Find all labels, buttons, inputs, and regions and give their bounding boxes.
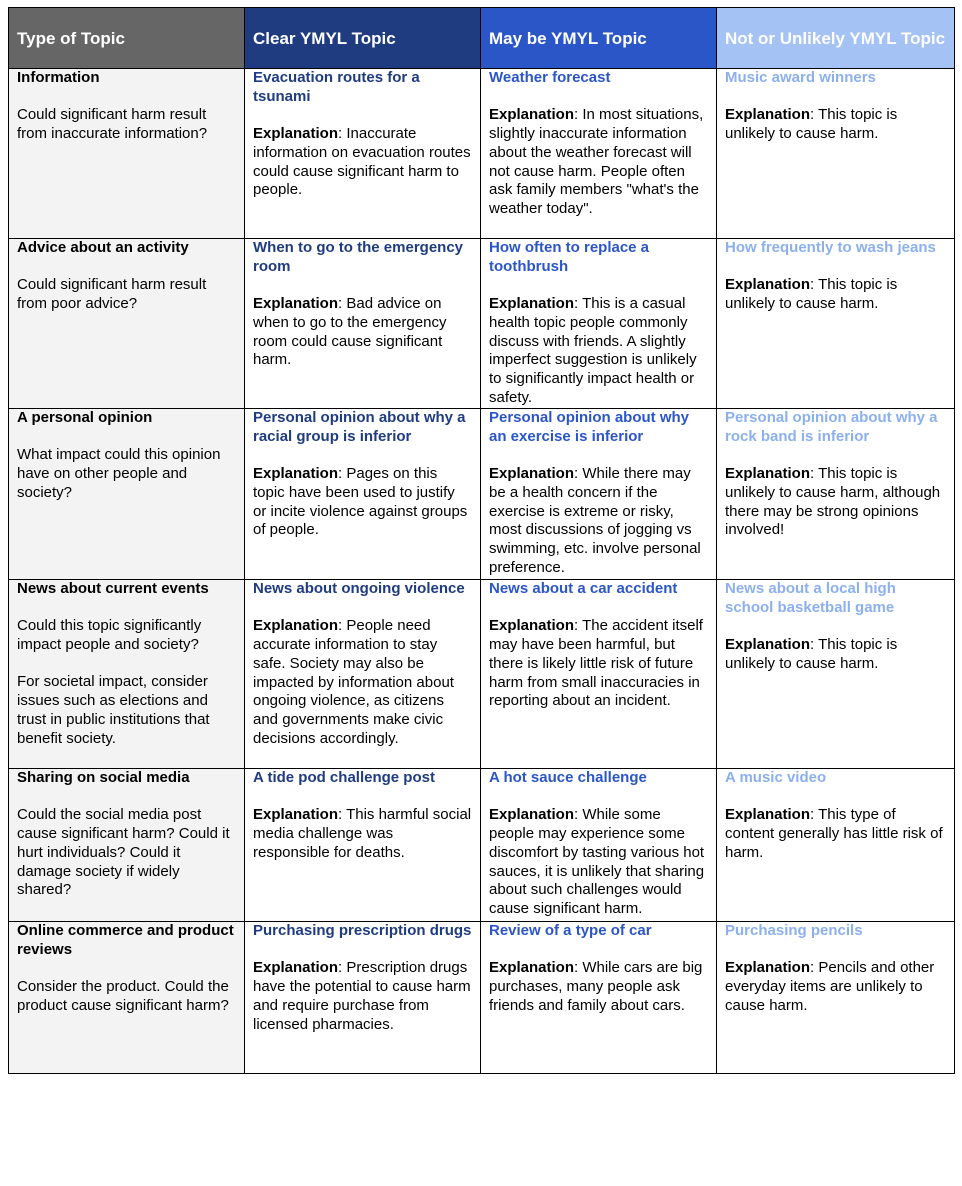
table-row [9,239,955,409]
topic-question: Consider the product. Could the product cause significant harm? [17,978,229,1014]
table-row [9,580,955,769]
example-explanation [725,959,946,1015]
explanation-label: Explanation [489,465,575,483]
topic-title: A personal opinion [17,409,153,426]
example-cell-clear [245,922,481,1074]
example-explanation [489,959,708,1015]
topic-question: Could significant harm result from inaccurate information? [17,106,208,143]
example-explanation [725,636,946,673]
example-cell-unlikely [717,769,955,922]
explanation-text: : This topic is unlikely to cause harm. [725,636,898,672]
example-cell-clear [245,580,481,769]
explanation-label: Explanation [253,959,339,977]
explanation-label: Explanation [725,276,811,294]
example-explanation [253,295,472,370]
explanation-text: : While there may be a health concern if the exercise is extreme or risky, most discussions of jogging vs swimming, etc. involve personal preference. [489,465,701,576]
explanation-text: : This topic is unlikely to cause harm, although there may be strong opinions involved! [725,465,941,539]
explanation-label: Explanation [725,106,811,124]
topic-question: Could significant harm result from poor advice? [17,276,207,313]
topic-title: Online commerce and product reviews [17,922,234,958]
example-explanation [725,465,946,540]
example-cell-maybe [481,922,717,1074]
explanation-label: Explanation [725,465,811,483]
example-title: Music award winners [725,69,876,86]
header-type-of-topic: Type of Topic [9,8,245,69]
table-row [9,922,955,1074]
topic-question: What impact could this opinion have on other people and society? [17,446,221,501]
topic-cell [9,580,245,769]
explanation-text: : In most situations, slightly inaccurate information about the weather forecast will not cause harm. People often ask family members "what's the weather today". [489,106,704,217]
topic-cell [9,409,245,580]
explanation-text: : This type of content generally has little risk of harm. [725,806,943,861]
explanation-label: Explanation [725,959,811,977]
example-title: News about ongoing violence [253,580,465,597]
example-title: Purchasing prescription drugs [253,922,472,939]
example-cell-unlikely [717,409,955,580]
example-explanation [489,617,708,711]
explanation-label: Explanation [253,125,339,143]
explanation-label: Explanation [725,806,811,824]
explanation-label: Explanation [489,617,575,635]
explanation-text: : Pencils and other everyday items are unlikely to cause harm. [725,959,935,1014]
explanation-label: Explanation [253,806,339,824]
explanation-text: : Prescription drugs have the potential to cause harm and require purchase from licensed pharmacies. [253,959,471,1033]
explanation-label: Explanation [489,106,575,124]
example-title: When to go to the emergency room [253,239,464,275]
explanation-text: : This harmful social media challenge was responsible for deaths. [253,806,472,861]
explanation-label: Explanation [253,617,339,635]
explanation-text: : Inaccurate information on evacuation routes could cause significant harm to people. [253,125,471,199]
explanation-label: Explanation [253,295,339,313]
topic-title: Information [17,69,100,86]
example-title: Purchasing pencils [725,922,863,939]
table-row [9,409,955,580]
example-explanation [725,106,946,143]
explanation-text: : This topic is unlikely to cause harm. [725,276,898,313]
example-cell-maybe [481,69,717,239]
example-title: Review of a type of car [489,922,652,939]
explanation-text: : This is a casual health topic people commonly discuss with friends. A slightly imperfect suggestion is unlikely to significantly impact health or safety. [489,295,697,406]
explanation-label: Explanation [253,465,339,483]
example-cell-clear [245,769,481,922]
example-cell-unlikely [717,580,955,769]
example-explanation [489,295,708,407]
topic-question: Could the social media post cause significant harm? Could it hurt individuals? Could it damage society if widely shared? [17,806,230,899]
example-cell-clear [245,409,481,580]
example-explanation [725,276,946,313]
example-title: Personal opinion about why a racial group is inferior [253,409,466,445]
example-cell-maybe [481,769,717,922]
example-cell-unlikely [717,239,955,409]
header-not-ymyl: Not or Unlikely YMYL Topic [717,8,955,69]
explanation-text: : While cars are big purchases, many people ask friends and family about cars. [489,959,703,1014]
example-explanation [253,125,472,200]
explanation-label: Explanation [725,636,811,654]
example-title: A tide pod challenge post [253,769,435,786]
header-clear-ymyl: Clear YMYL Topic [245,8,481,69]
table-row [9,69,955,239]
example-title: News about a local high school basketball game [725,580,896,616]
example-title: How frequently to wash jeans [725,239,936,256]
header-may-be-ymyl: May be YMYL Topic [481,8,717,69]
explanation-label: Explanation [489,959,575,977]
example-explanation [253,806,472,862]
ymyl-topic-table [8,7,955,1074]
example-cell-unlikely [717,69,955,239]
topic-note: For societal impact, consider issues such as elections and trust in public institutions that benefit society. [17,673,210,747]
explanation-text: : While some people may experience some discomfort by tasting various hot sauces, it is unlikely that sharing about such challenges would cause significant harm. [489,806,705,917]
example-explanation [489,806,708,918]
explanation-text: : The accident itself may have been harmful, but there is likely little risk of future harm from small inaccuracies in reporting about an incident. [489,617,703,710]
example-title: How often to replace a toothbrush [489,239,650,275]
topic-cell [9,922,245,1074]
explanation-text: : People need accurate information to stay safe. Society may also be impacted by information about ongoing violence, as citizens and governments make civic decisions accordingly. [253,617,454,747]
topic-cell [9,239,245,409]
topic-cell [9,69,245,239]
example-title: Personal opinion about why a rock band is inferior [725,409,938,445]
example-explanation [253,465,472,540]
explanation-text: : Pages on this topic have been used to justify or incite violence against groups of people. [253,465,468,539]
example-title: Weather forecast [489,69,611,86]
topic-title: Advice about an activity [17,239,189,256]
table-row [9,769,955,922]
example-explanation [489,106,708,218]
example-explanation [725,806,946,862]
explanation-text: : This topic is unlikely to cause harm. [725,106,898,143]
explanation-label: Explanation [489,295,575,313]
topic-title: News about current events [17,580,209,597]
example-cell-clear [245,69,481,239]
example-cell-clear [245,239,481,409]
example-title: Personal opinion about why an exercise is inferior [489,409,690,445]
example-explanation [489,465,708,577]
topic-question: Could this topic significantly impact people and society? [17,617,202,654]
example-cell-maybe [481,239,717,409]
example-cell-maybe [481,580,717,769]
example-title: A hot sauce challenge [489,769,647,786]
example-explanation [253,959,472,1034]
topic-cell [9,769,245,922]
topic-title: Sharing on social media [17,769,190,786]
explanation-text: : Bad advice on when to go to the emergency room could cause significant harm. [253,295,447,369]
example-title: Evacuation routes for a tsunami [253,69,420,105]
example-explanation [253,617,472,748]
explanation-label: Explanation [489,806,575,824]
header-row [9,8,955,69]
example-cell-maybe [481,409,717,580]
example-cell-unlikely [717,922,955,1074]
example-title: A music video [725,769,827,786]
example-title: News about a car accident [489,580,678,597]
